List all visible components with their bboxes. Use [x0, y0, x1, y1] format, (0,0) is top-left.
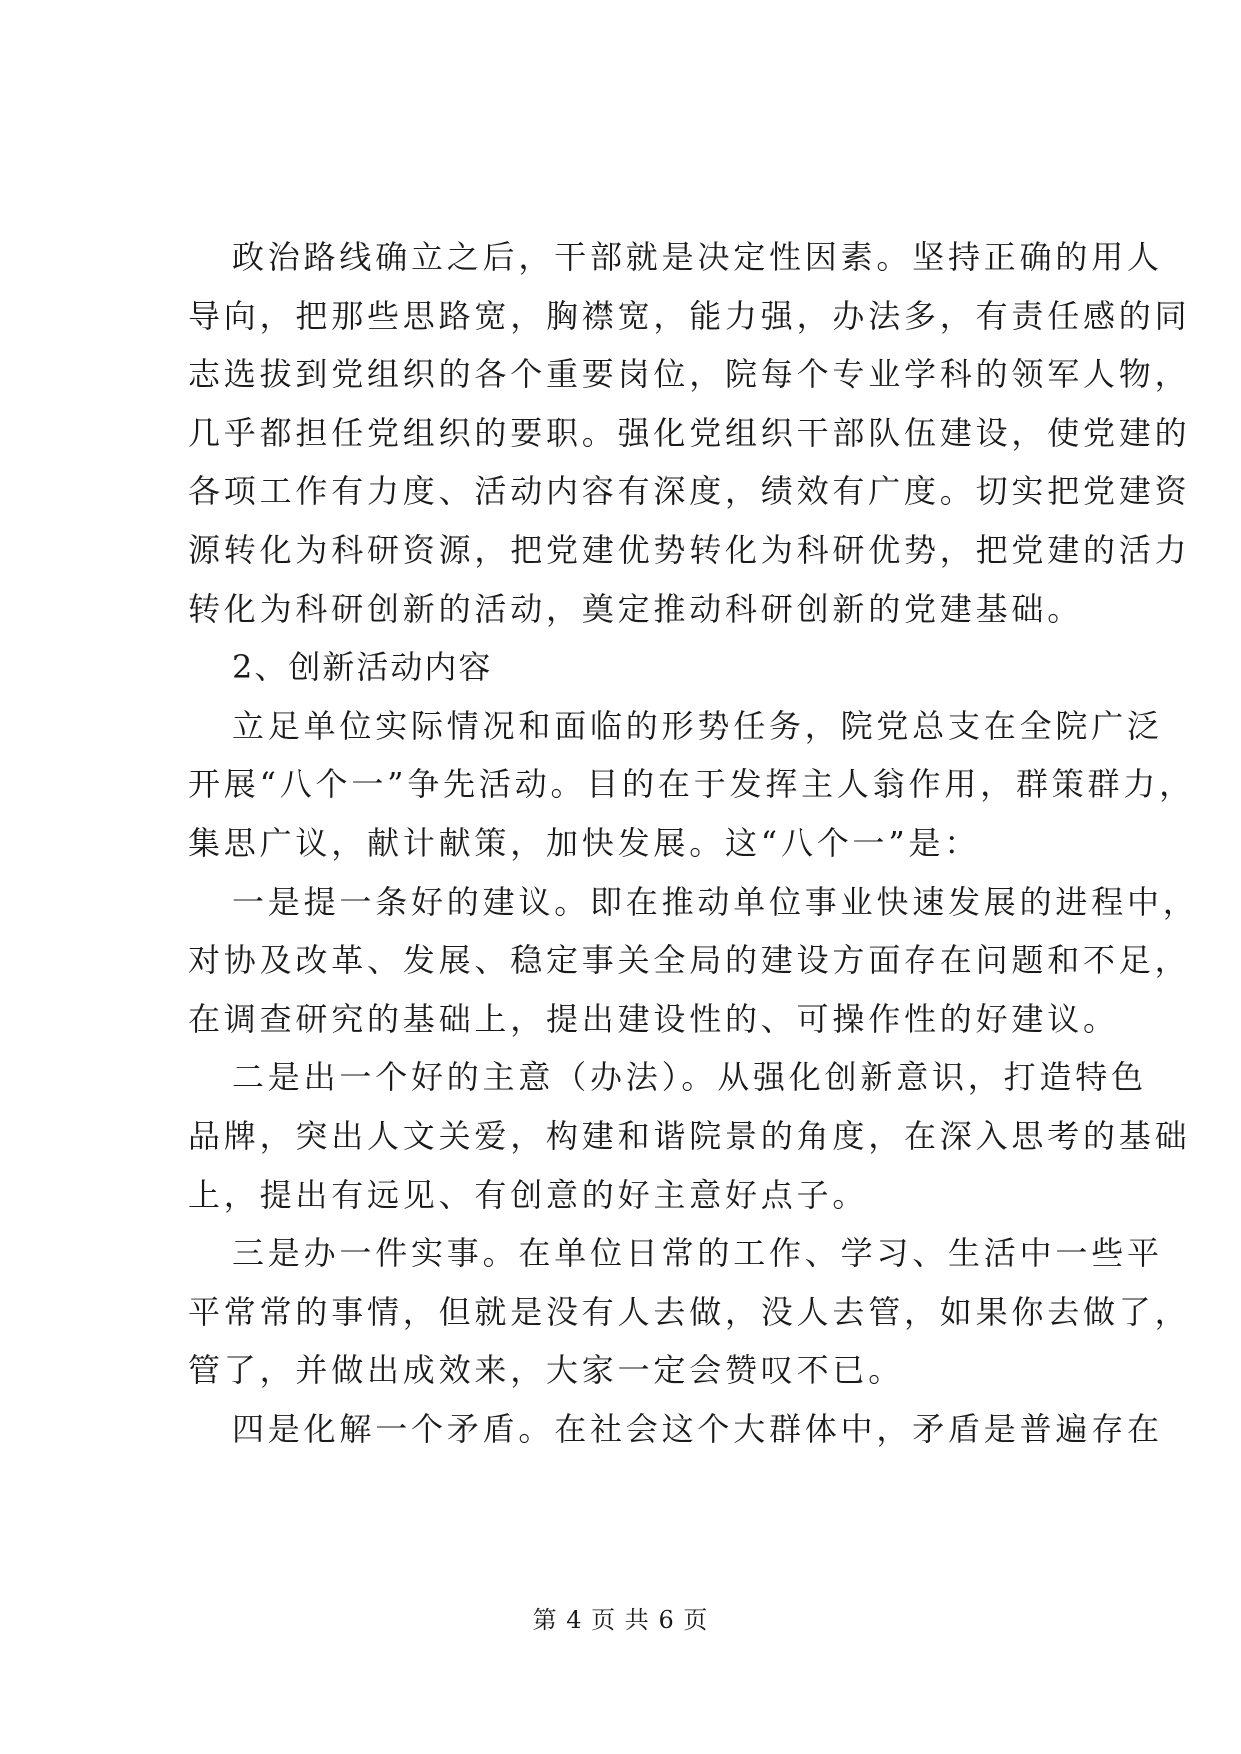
- text-line: 二是出一个好的主意（办法）。从强化创新意识，打造特色: [232, 1058, 1147, 1097]
- text-line: 志选拔到党组织的各个重要岗位，院每个专业学科的领军人物，: [188, 355, 1191, 394]
- text-line: 开展“八个一”争先活动。目的在于发挥主人翁作用，群策群力，: [188, 765, 1195, 804]
- page-number-footer: 第 4 页 共 6 页: [532, 1606, 709, 1634]
- text-line: 四是化解一个矛盾。在社会这个大群体中，矛盾是普遍存在: [232, 1409, 1163, 1448]
- text-line: 一是提一条好的建议。即在推动单位事业快速发展的进程中，: [232, 882, 1199, 921]
- document-body: [188, 228, 1199, 1458]
- text-line: 政治路线确立之后，干部就是决定性因素。坚持正确的用人: [232, 238, 1163, 276]
- text-line: 在调查研究的基础上，提出建设性的、可操作性的好建议。: [188, 999, 1119, 1038]
- text-line: 集思广议，献计献策，加快发展。这“八个一”是：: [188, 823, 981, 862]
- section-heading: 2、创新活动内容: [232, 648, 493, 687]
- text-line: 三是办一件实事。在单位日常的工作、学习、生活中一些平: [232, 1234, 1163, 1273]
- text-line: 上，提出有远见、有创意的好主意好点子。: [188, 1175, 869, 1214]
- text-line: 立足单位实际情况和面临的形势任务，院党总支在全院广泛: [232, 706, 1163, 745]
- text-line: 导向，把那些思路宽，胸襟宽，能力强，办法多，有责任感的同: [188, 296, 1191, 335]
- text-line: 管了，并做出成效来，大家一定会赞叹不已。: [188, 1351, 905, 1390]
- text-line: 转化为科研创新的活动，奠定推动科研创新的党建基础。: [188, 589, 1084, 628]
- text-line: 源转化为科研资源，把党建优势转化为科研优势，把党建的活力: [188, 530, 1191, 569]
- text-line: 对协及改革、发展、稳定事关全局的建设方面存在问题和不足，: [188, 941, 1191, 980]
- text-line: 品牌，突出人文关爱，构建和谐院景的角度，在深入思考的基础: [188, 1116, 1191, 1155]
- text-line: 几乎都担任党组织的要职。强化党组织干部队伍建设，使党建的: [188, 413, 1191, 452]
- text-line: 平常常的事情，但就是没有人去做，没人去管，如果你去做了，: [188, 1292, 1191, 1331]
- text-line: 各项工作有力度、活动内容有深度，绩效有广度。切实把党建资: [188, 472, 1191, 511]
